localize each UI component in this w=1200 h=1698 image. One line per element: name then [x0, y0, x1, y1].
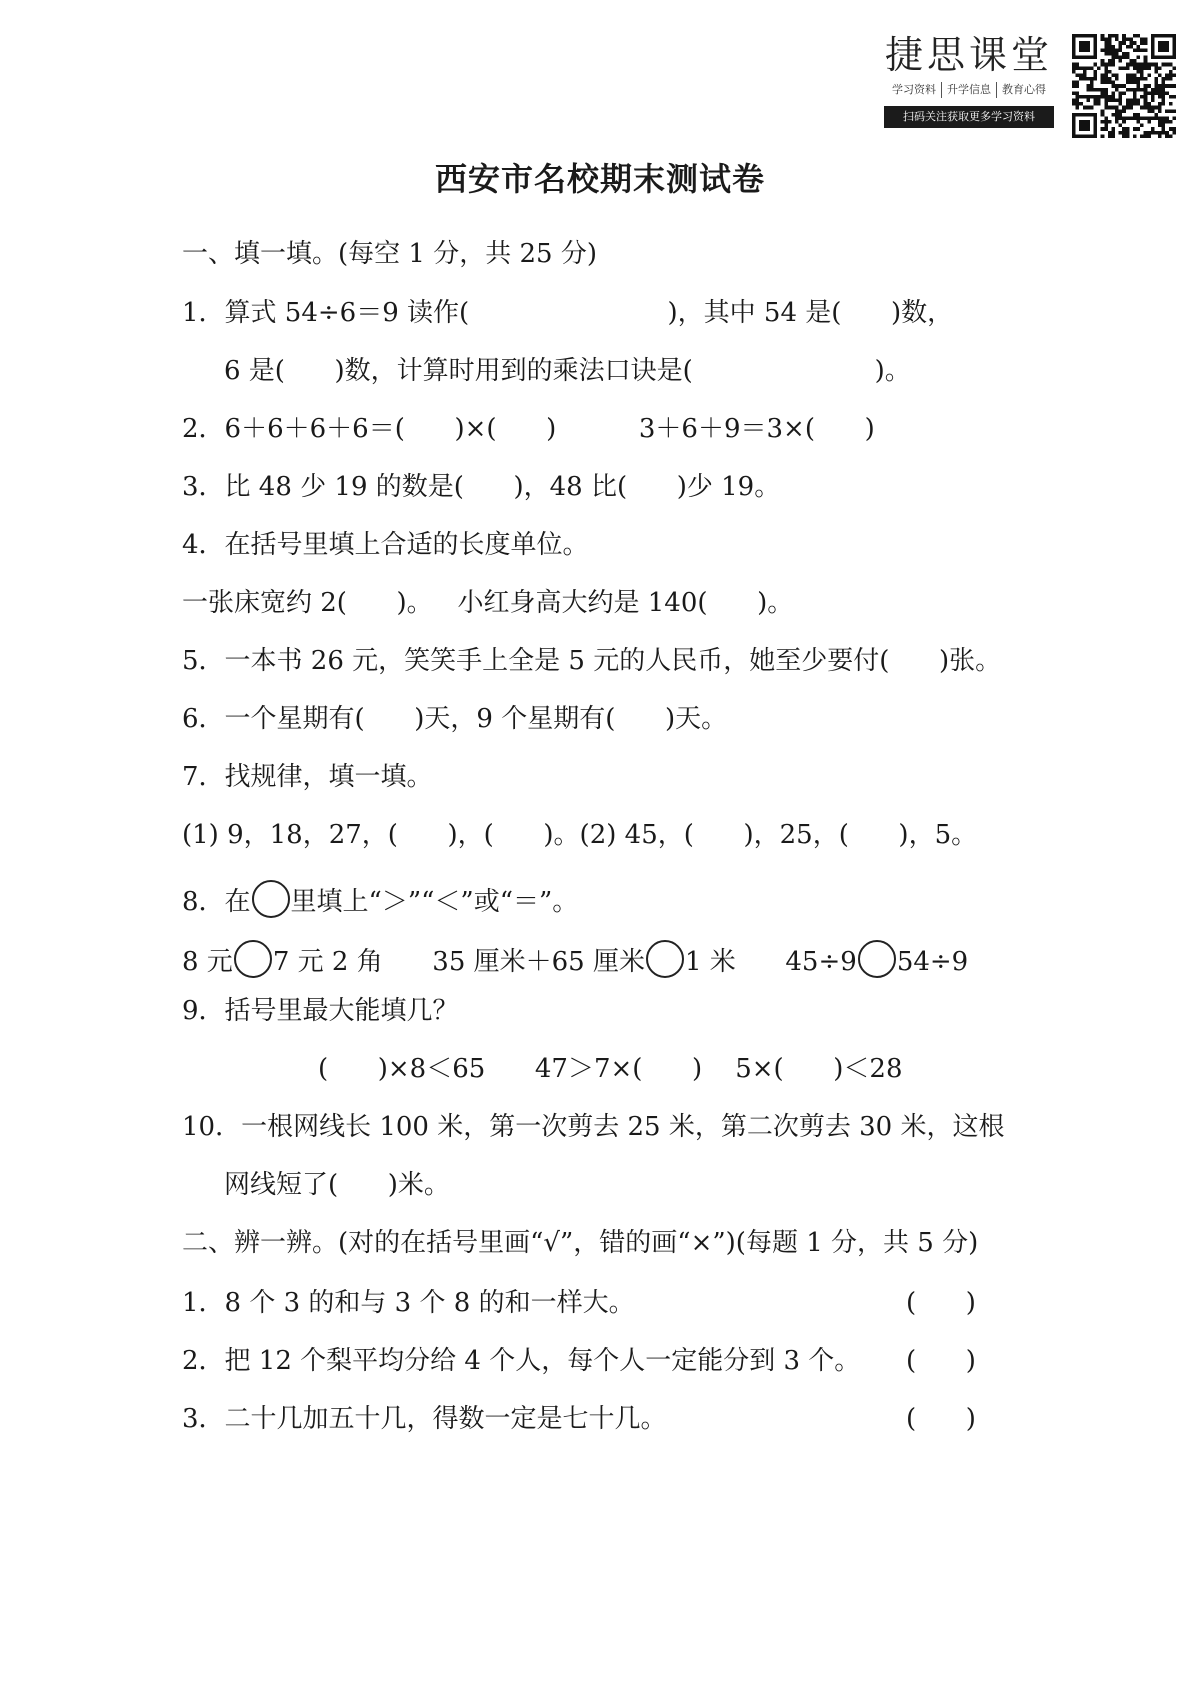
- question-5: 5．一本书 26 元，笑笑手上全是 5 元的人民币，她至少要付( )张。: [182, 646, 1002, 676]
- judge-item-1: 1．8 个 3 的和与 3 个 8 的和一样大。: [182, 1288, 635, 1318]
- q8-text-post: 里填上“＞”“＜”或“＝”。: [290, 887, 579, 917]
- question-3: 3．比 48 少 19 的数是( )，48 比( )少 19。: [182, 472, 781, 502]
- q8-compare-2-right: 1 米: [684, 947, 786, 977]
- question-4-line-1: 4．在括号里填上合适的长度单位。: [182, 530, 589, 560]
- brand-tag: 升学信息: [942, 82, 997, 98]
- q8-text-pre: 8．在: [182, 887, 251, 917]
- question-10-line-2: 网线短了( )米。: [224, 1170, 450, 1200]
- q8-compare-1-left: 8 元: [182, 947, 233, 977]
- answer-circle: [646, 940, 684, 978]
- page-title: 西安市名校期末测试卷: [434, 160, 765, 198]
- judge-item-2: 2．把 12 个梨平均分给 4 个人，每个人一定能分到 3 个。: [182, 1346, 861, 1376]
- brand-name: 捷思课堂: [884, 33, 1053, 77]
- question-9-line-2: ( )×8＜65 47＞7×( ) 5×( )＜28: [318, 1054, 903, 1084]
- answer-circle: [252, 880, 290, 918]
- brand-slogan: 扫码关注获取更多学习资料: [884, 106, 1054, 128]
- section-heading: 二、辨一辨。(对的在括号里画“√”，错的画“×”)(每题 1 分，共 5 分): [182, 1228, 979, 1258]
- question-9-line-1: 9．括号里最大能填几？: [182, 996, 459, 1026]
- question-4-line-2: 一张床宽约 2( )。 小红身高大约是 140( )。: [182, 588, 794, 618]
- q8-compare-1-right: 7 元 2 角: [272, 947, 433, 977]
- judge-bracket: ( ): [906, 1288, 976, 1318]
- q8-compare-3-right: 54÷9: [896, 947, 969, 977]
- question-1-line-2: 6 是( )数，计算时用到的乘法口诀是( )。: [224, 356, 911, 386]
- question-6: 6．一个星期有( )天，9 个星期有( )天。: [182, 704, 728, 734]
- brand-tags: [884, 82, 1054, 98]
- question-2: 2．6＋6＋6＋6＝( )×( ) 3＋6＋9＝3×( ): [182, 414, 875, 444]
- brand-block: [884, 32, 1054, 128]
- question-8-line-1: [182, 880, 578, 919]
- q8-compare-2-left: 35 厘米＋65 厘米: [432, 947, 645, 977]
- question-7-line-2: (1) 9，18，27，( )，( )。(2) 45，( )，25，( )，5。: [182, 820, 978, 850]
- judge-bracket: ( ): [906, 1404, 976, 1434]
- judge-bracket: ( ): [906, 1346, 976, 1376]
- answer-circle: [234, 940, 272, 978]
- question-7-line-1: 7．找规律，填一填。: [182, 762, 433, 792]
- brand-tag: 教育心得: [1002, 83, 1046, 96]
- question-8-line-2: [182, 940, 968, 979]
- q8-compare-3-left: 45÷9: [785, 947, 857, 977]
- brand-tag: 学习资料: [887, 82, 942, 98]
- answer-circle: [858, 940, 896, 978]
- qr-code-icon: [1072, 34, 1176, 138]
- question-10-line-1: 10．一根网线长 100 米，第一次剪去 25 米，第二次剪去 30 米，这根: [182, 1112, 1005, 1142]
- judge-item-3: 3．二十几加五十几，得数一定是七十几。: [182, 1404, 667, 1434]
- section-heading: 一、填一填。(每空 1 分，共 25 分): [182, 239, 597, 269]
- question-1-line-1: 1．算式 54÷6＝9 读作( )，其中 54 是( )数，: [182, 298, 954, 328]
